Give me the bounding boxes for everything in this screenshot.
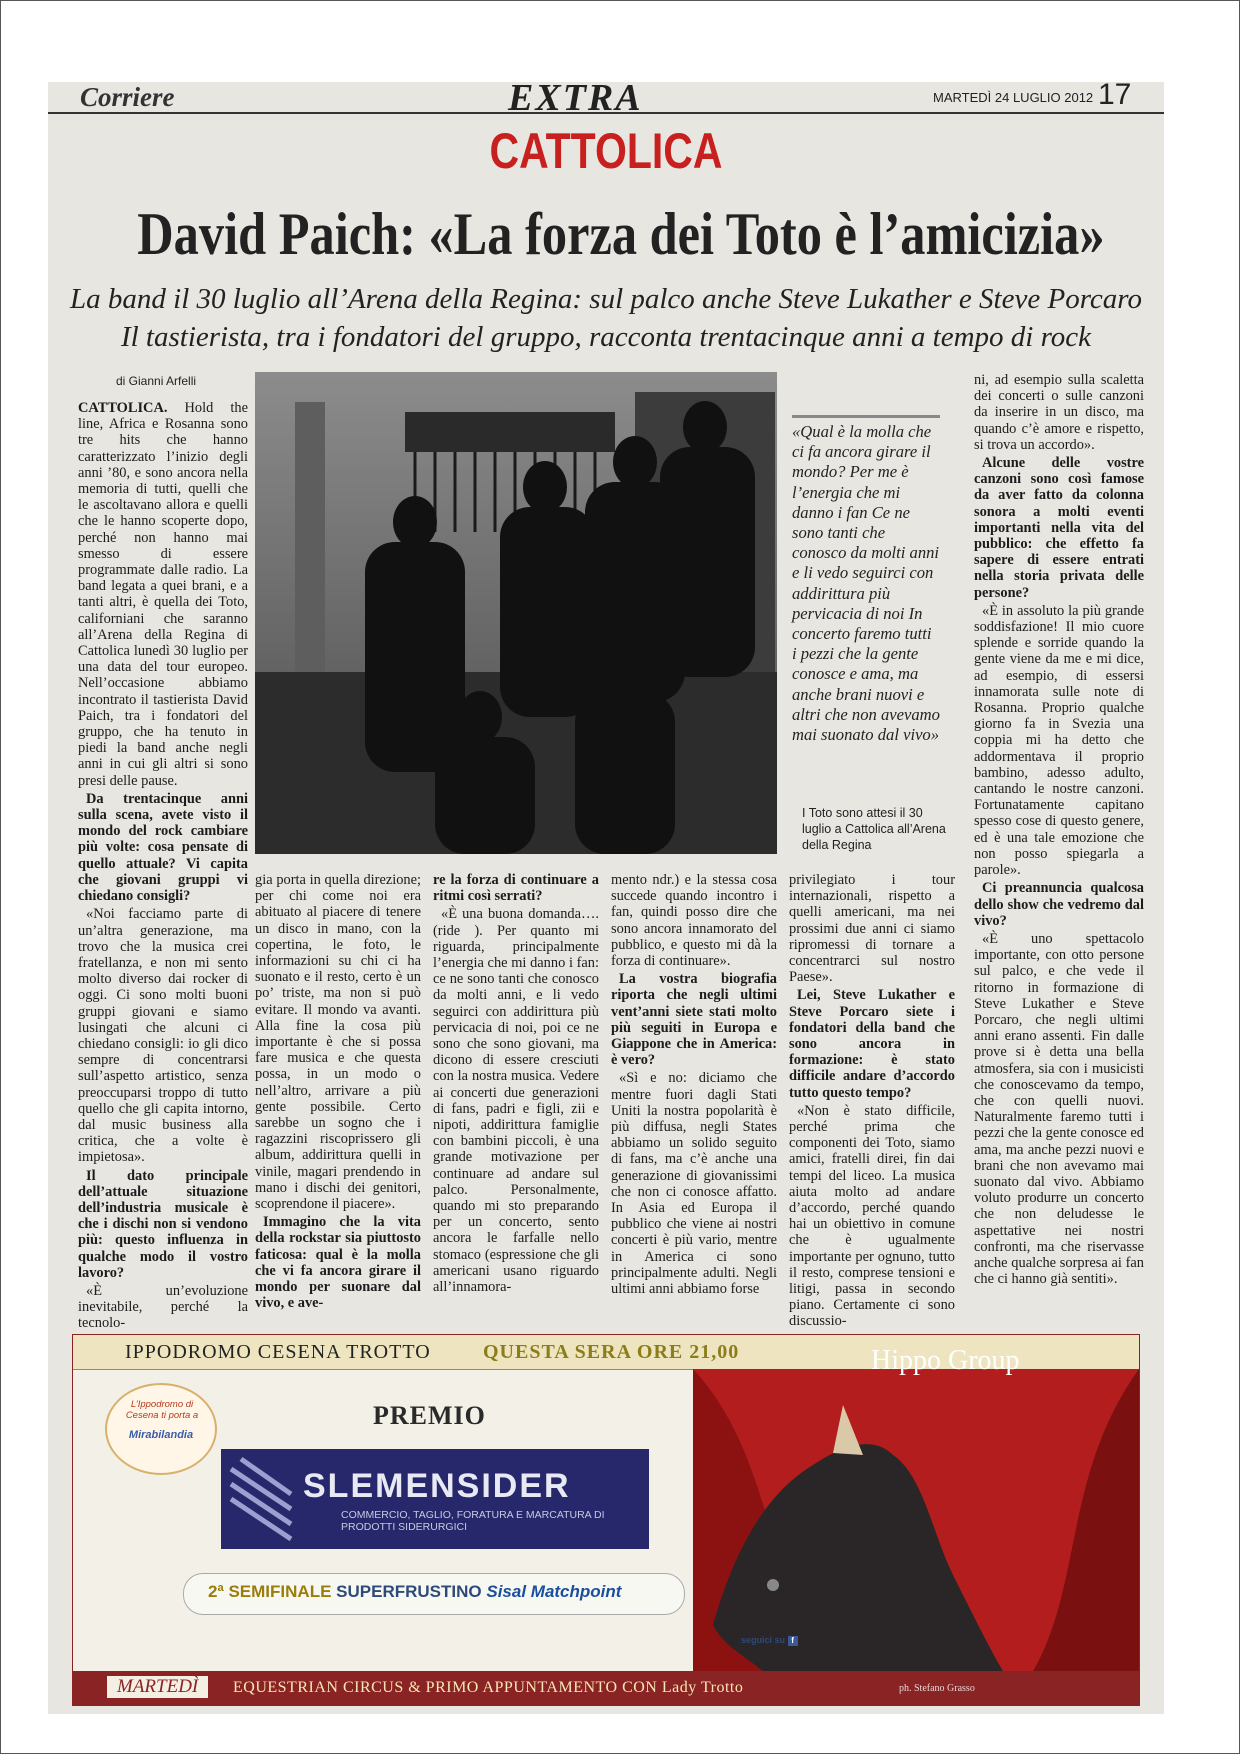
ad-venue: IPPODROMO CESENA TROTTO — [125, 1341, 431, 1363]
interview-answer: «Noi facciamo parte di un’altra generazione, ma trovo che la musica crei fratellanza, e non mi sento molto diverso dai rocker di oggi. Ci sono molti buoni gruppi giovani e siamo lusingati che alcuni ci chiedano consigli: io gli dico sempre di concentrarsi sull’aspetto artistico, senza preoccuparsi troppo di tutto quello che gli capita intorno, dal music business alla critica, che a volte è impietosa». — [78, 906, 248, 1166]
semifinal-text — [208, 1582, 621, 1602]
subheadline — [48, 280, 1164, 356]
interview-answer: «È un’evoluzione inevitabile, perché la tecnolo- — [78, 1282, 248, 1332]
paragraph: privilegiato i tour internazionali, rispetto a quelli americani, ma nei prossimi due anni ci siamo ripromessi di tornare a concentrarci sul nostro Paese». — [789, 872, 955, 986]
photo-credit: ph. Stefano Grasso — [899, 1683, 975, 1694]
headline: David Paich: «La forza dei Toto è l’amicizia» — [137, 201, 1105, 267]
interview-answer: «Sì e no: diciamo che mentre fuori dagli Stati Uniti la nostra popolarità è più diffusa, negli States abbiamo un solido seguito di fans, ma c’è anche una generazione di giovanissimi che non ci conosce affatto. In Asia ed Europa il pubblico che viene ai nostri concerti è più vario, mentre in America ci sono principalmente adulti. Negli ultimi anni abbiamo forse — [611, 1070, 777, 1298]
premio-label: PREMIO — [373, 1401, 486, 1430]
advertisement — [72, 1334, 1140, 1706]
paragraph: mento ndr.) e la stessa cosa succede quando incontro i fan, quindi posso dire che sono ancora innamorato del pubblico, e questo mi dà la forza di continuare». — [611, 872, 777, 970]
interview-answer: «Non è stato difficile, perché prima che componenti dei Toto, siamo amici, fratelli direi, fin dai tempi del liceo. La musica aiuta molto ad andare d’accordo, perché quando hai un obiettivo in comune che è ugualmente importante per ognuno, tutto il resto, comprese tensioni e litigi, passa in secondo piano. Certamente ci sono discussio- — [789, 1102, 955, 1330]
paragraph: gia porta in quella direzione; per chi come noi era abituato al piacere di tenere un disco in mano, con la copertina, le foto, le informazioni su chi ci ha suonato e il resto, certo è un po’ triste, ma non si può evitare. Il mondo va avanti. Alla fine la cosa più importante è che si possa fare musica e che questa possa, in un modo o nell’altro, arrivare a più gente possibile. Certo sarebbe un sogno che i ragazzini riscoprissero gli album, addirittura quelli in vinile, magari prendendo in mano i dischi dei genitori, scoprendone il piacere». — [255, 872, 421, 1213]
paragraph-text: Hold the line, Africa e Rosanna sono tre hits che hanno caratterizzato l’inizio degli anni ’80, e sono ancora nella memoria di tutti, quelli che le ascoltavano allora e quelli che le hanno scoperte dopo, perché non hanno mai smesso di essere programmate dalle radio. La band legata a quei brani, e a tanti altri, è quella dei Toto, californiani che saranno all’Arena della Regina di Cattolica lunedì 30 luglio per una data del tour europeo. Nell’occasione abbiamo incontrato il tastierista David Paich, tra i fondatori del gruppo, che ha tenuto in piedi la band anche negli anni in cui gli altri si sono presi delle pause. — [78, 400, 248, 789]
article-column-3 — [433, 872, 599, 1296]
paragraph: ni, ad esempio sulla scaletta dei concerti o sulle canzoni da inserire in un disco, ma quando c’è amore e rispetto, si trova un accordo». — [974, 372, 1144, 453]
hippo-group-logo: Hippo Group — [871, 1345, 1020, 1376]
mirabilandia-badge — [105, 1383, 217, 1475]
band-photo-illustration — [255, 372, 777, 854]
interview-question: Ci preannuncia qualcosa dello show che vedremo dal vivo? — [974, 880, 1144, 929]
article-column-2 — [255, 872, 421, 1312]
interview-answer: «È in assoluto la più grande soddisfazione! Il mio cuore splende e sorride quando la gente viene da me e mi dice, ad esempio, di essersi innamorata sulle note di Rosanna. Proprio qualche giorno fa in Svezia una coppia mi ha detto che addormentava il proprio bambino, adesso adulto, cantando le nostre canzoni. Fortunatamente capitano spesso cose di questo genere, ed è una tale emozione che non posso spiegarla a parole». — [974, 602, 1144, 879]
interview-question: re la forza di continuare a ritmi così serrati? — [433, 872, 599, 905]
social-link[interactable] — [741, 1635, 798, 1646]
article-column-5 — [789, 872, 955, 1330]
article-column-4 — [611, 872, 777, 1298]
subhead-line-1: La band il 30 luglio all’Arena della Regina: sul palco anche Steve Lukather e Steve Porcaro — [70, 283, 1142, 315]
ad-bottom-bar — [73, 1671, 1139, 1705]
page-number: 17 — [1098, 82, 1132, 111]
semifinal-banner — [183, 1573, 685, 1615]
interview-question: Il dato principale dell’attuale situazione dell’industria musicale è che i dischi non si vendono più: questo influenza in qualche modo il vostro lavoro? — [78, 1167, 248, 1281]
badge-text: L’Ippodromo di Cesena ti porta a — [125, 1399, 199, 1421]
article-column-6 — [974, 372, 1144, 1304]
newspaper-page — [48, 82, 1164, 1714]
superfrustino-label: SUPERFRUSTINO — [336, 1582, 482, 1601]
subhead-line-2: Il tastierista, tra i fondatori del gruppo, racconta trentacinque anni a tempo di rock — [120, 321, 1092, 353]
interview-answer: «È una buona domanda…. (ride ). Per quanto mi riguarda, principalmente l’energia che mi danno i fan: ce ne sono tanti che conosco da molti anni, e li vedo seguirci con addirittura più pervicacia di noi, poi ce ne sono che sono giovani, ma dicono di essere cresciuti con la nostra musica. Vedere ai concerti due generazioni di fans, padri e figli, zii e nipoti, addirittura famiglie con bambini piccoli, è una grande motivazione per continuare ad andare sul palco. Personalmente, quando mi sto preparando per un concerto, sento ancora le farfalle nello stomaco (espressione che gli americani usano riguardo all’innamora- — [433, 906, 599, 1296]
sponsor-name: SLEMENSIDER — [303, 1467, 571, 1505]
paragraph — [78, 400, 248, 789]
sponsor-description: COMMERCIO, TAGLIO, FORATURA E MARCATURA DI PRODOTTI SIDERURGICI — [341, 1509, 605, 1533]
sponsor-stripes-icon — [221, 1449, 301, 1549]
section-title: CATTOLICA — [489, 123, 723, 179]
interview-question: Da trentacinque anni sulla scena, avete visto il mondo del rock cambiare più volte: cosa pensate di quello attuale? Vi capita che giovani gruppi vi chiedano consigli? — [78, 790, 248, 905]
sponsor-banner — [221, 1449, 649, 1549]
interview-question: La vostra biografia riporta che negli ultimi vent’anni siete stati molto più seguiti in Europa e Giappone che in America: è vero? — [611, 971, 777, 1069]
interview-answer: «È uno spettacolo importante, con otto persone sul palco, e che vede il ritorno in formazione di Steve Lukather e Steve Porcaro, che negli ultimi anni erano assenti. Fin dalle prove si è detta una bella atmosfera, sia con i musicisti che conoscevamo da tempo, che con quelli nuovi. Naturalmente faremo tutti i pezzi che la gente conosce ed ama, ma anche pezzi nuovi e brani che non avevamo mai suonato dal vivo. Abbiamo voluto produrre un concerto che non deludesse le aspettative nei nostri confronti, ma che riservasse anche qualche sorpresa ai fan che ci hanno già sentiti». — [974, 930, 1144, 1288]
extra-logo-text: EXTRA — [508, 82, 643, 119]
dateline: CATTOLICA. — [78, 400, 168, 416]
pullquote: «Qual è la molla che ci fa ancora girare il mondo? Per me è l’energia che mi danno i fan Ce ne sono tanti che conosco da molti anni e li vedo seguirci con addirittura più pervicacia di noi In concerto faremo tutti i pezzi che la gente conosce e ama, ma anche brani nuovi e altri che non avevamo mai suonato dal vivo» — [792, 422, 940, 745]
semifinal-label: 2ª SEMIFINALE — [208, 1582, 332, 1601]
ad-event-line: EQUESTRIAN CIRCUS & PRIMO APPUNTAMENTO CON Lady Trotto — [233, 1679, 744, 1696]
social-label: seguici su — [741, 1635, 786, 1645]
ad-time: QUESTA SERA ORE 21,00 — [483, 1341, 740, 1363]
mirabilandia-logo: Mirabilandia — [128, 1429, 194, 1441]
band-photo — [255, 372, 777, 854]
byline: di Gianni Arfelli — [116, 374, 197, 388]
interview-question: Lei, Steve Lukather e Steve Porcaro siete i fondatori della band che sono ancora in formazione: è stato difficile andare d’accordo tutto questo tempo? — [789, 987, 955, 1101]
masthead — [48, 82, 1164, 119]
sisal-logo: Sisal Matchpoint — [486, 1582, 622, 1601]
interview-question: Immagino che la vita della rockstar sia piuttosto faticosa: qual è la molla che vi fa ancora girare il mondo per suonare dal vivo, e ave- — [255, 1214, 421, 1312]
newspaper-logo: Corriere — [80, 82, 175, 112]
interview-question: Alcune delle vostre canzoni sono così famose da aver fatto da colonna sonora a molti eventi importanti nella vita del pubblico: che effetto fa sapere di essere entrati nella storia privata delle persone? — [974, 455, 1144, 601]
facebook-icon: f — [788, 1636, 798, 1646]
pullquote-rule — [792, 415, 940, 418]
article-column-1 — [78, 400, 248, 1332]
extra-logo — [508, 82, 643, 120]
photo-caption: I Toto sono attesi il 30 luglio a Cattolica all’Arena della Regina — [802, 806, 946, 852]
issue-date: MARTEDÌ 24 LUGLIO 2012 — [933, 90, 1094, 105]
ad-day: MARTEDÌ — [107, 1676, 208, 1698]
